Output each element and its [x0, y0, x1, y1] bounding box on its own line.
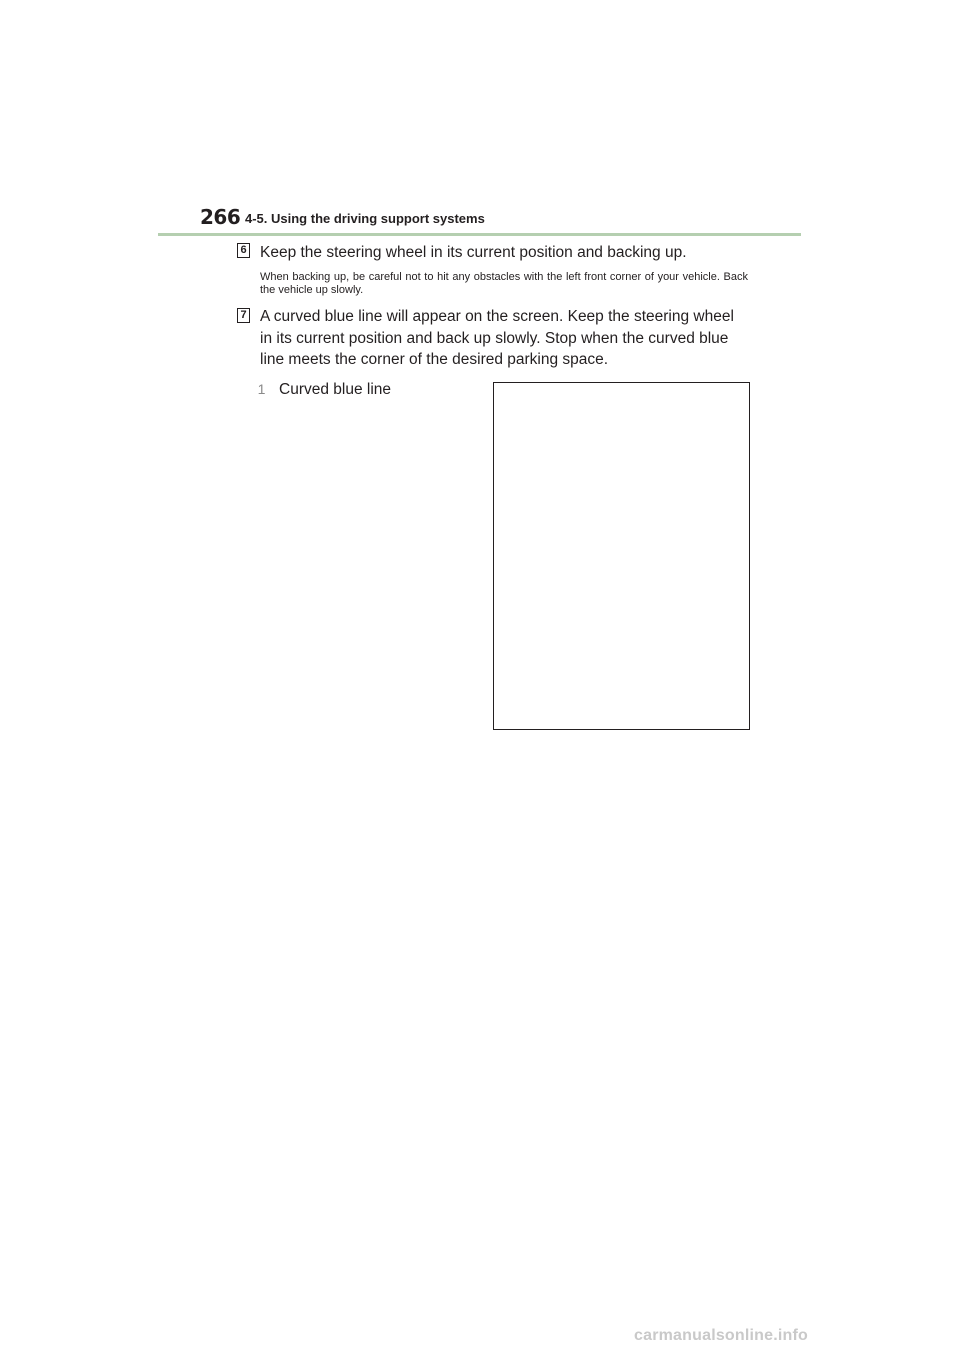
step-number-badge: 6: [237, 243, 250, 258]
step-number-badge: 7: [237, 308, 250, 323]
page-number: 266: [200, 205, 241, 229]
section-title: 4-5. Using the driving support systems: [245, 211, 485, 226]
figure-image-frame: [493, 382, 750, 730]
callout-number: 1: [257, 381, 266, 397]
callout-label: Curved blue line: [279, 381, 392, 398]
step-instruction: A curved blue line will appear on the screen. Keep the steering wheel in its current position and back up slowly. Stop when the curved blue line meets the corner of the desired parking space.: [260, 308, 734, 368]
step-instruction: Keep the steering wheel in its current position and backing up.: [260, 244, 687, 261]
step-note: When backing up, be careful not to hit any obstacles with the left front corner of your vehicle. Back the vehicle up slowly.: [260, 271, 748, 296]
watermark-text: carmanualsonline.info: [634, 1327, 809, 1344]
header-divider: [158, 233, 801, 236]
